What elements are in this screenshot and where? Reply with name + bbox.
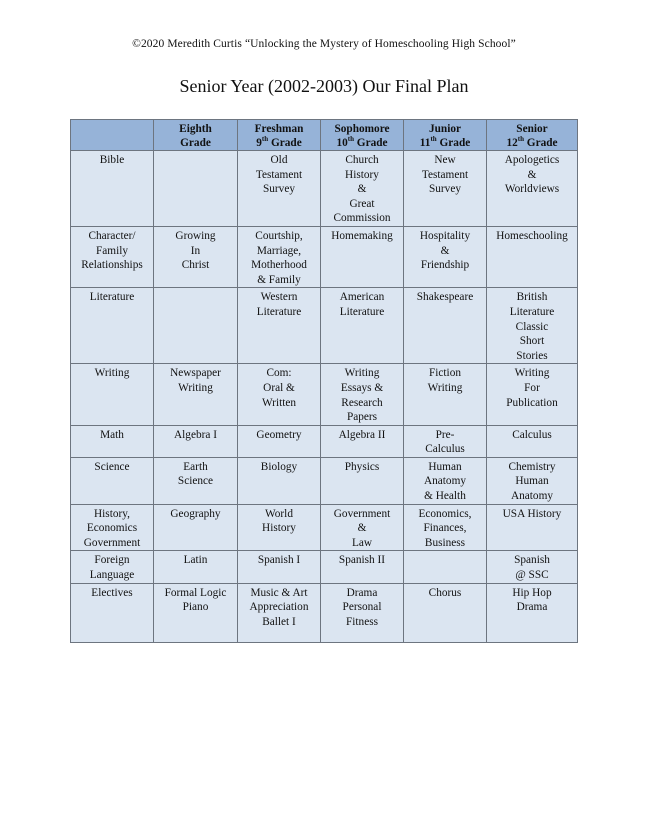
table-cell: Earth Science (154, 457, 238, 504)
table-cell: Spanish I (238, 551, 321, 583)
table-cell (404, 551, 487, 583)
table-row (71, 364, 578, 425)
table-cell: Fiction Writing (404, 364, 487, 425)
header-sup: th (517, 135, 524, 144)
page-header: ©2020 Meredith Curtis “Unlocking the Mystery of Homeschooling High School” (132, 38, 516, 50)
table-row (71, 425, 578, 457)
header-cell-blank (71, 120, 154, 151)
table-cell: New Testament Survey (404, 151, 487, 227)
subject-cell: History, Economics Government (71, 504, 154, 551)
table-row (71, 504, 578, 551)
header-cell-eighth (154, 120, 238, 151)
table-cell: Homeschooling (487, 226, 578, 287)
table-cell: Shakespeare (404, 288, 487, 364)
subject-cell: Bible (71, 151, 154, 227)
header-line2-rest: Grade (353, 137, 388, 149)
header-cell-senior (487, 120, 578, 151)
subject-cell: Literature (71, 288, 154, 364)
header-line2-rest: Grade (436, 137, 471, 149)
header-line2: 9 (256, 137, 262, 149)
table-cell: Latin (154, 551, 238, 583)
table-cell: Algebra I (154, 425, 238, 457)
table-cell: Geography (154, 504, 238, 551)
header-line2: 11 (419, 137, 431, 149)
table-cell: Courtship, Marriage, Motherhood & Family (238, 226, 321, 287)
table-cell: World History (238, 504, 321, 551)
table-row (71, 288, 578, 364)
table-cell (154, 288, 238, 364)
subject-cell: Character/ Family Relationships (71, 226, 154, 287)
page-title: Senior Year (2002-2003) Our Final Plan (179, 76, 469, 96)
table-cell: Human Anatomy & Health (404, 457, 487, 504)
table-cell: Spanish II (321, 551, 404, 583)
table-cell: USA History (487, 504, 578, 551)
header-sup: th (347, 135, 354, 144)
header-cell-sophomore (321, 120, 404, 151)
header-line1: Freshman (254, 123, 304, 135)
table-cell: Com: Oral & Written (238, 364, 321, 425)
subject-cell: Math (71, 425, 154, 457)
table-cell: Growing In Christ (154, 226, 238, 287)
table-cell: Spanish @ SSC (487, 551, 578, 583)
header-line2-rest: Grade (523, 137, 558, 149)
table-row (71, 151, 578, 227)
header-line1: Senior (516, 123, 548, 135)
table-cell: Formal Logic Piano (154, 583, 238, 642)
header-line1: Junior (428, 123, 461, 135)
table-cell: Writing For Publication (487, 364, 578, 425)
table-cell: American Literature (321, 288, 404, 364)
table-cell: Music & Art Appreciation Ballet I (238, 583, 321, 642)
table-cell: Chemistry Human Anatomy (487, 457, 578, 504)
subject-cell: Science (71, 457, 154, 504)
header-sup: th (430, 135, 437, 144)
header-line2: 10 (336, 137, 348, 149)
table-row (71, 457, 578, 504)
header-line1: Eighth (179, 123, 212, 135)
subject-cell: Foreign Language (71, 551, 154, 583)
table-cell (154, 151, 238, 227)
header-line2: 12 (506, 137, 518, 149)
table-cell: Drama Personal Fitness (321, 583, 404, 642)
table-cell: Writing Essays & Research Papers (321, 364, 404, 425)
table-cell: Hospitality & Friendship (404, 226, 487, 287)
table-cell: Biology (238, 457, 321, 504)
table-cell: Physics (321, 457, 404, 504)
table-cell: Old Testament Survey (238, 151, 321, 227)
curriculum-table (70, 119, 578, 643)
table-cell: Economics, Finances, Business (404, 504, 487, 551)
header-cell-freshman (238, 120, 321, 151)
table-row (71, 551, 578, 583)
table-cell: Western Literature (238, 288, 321, 364)
table-cell: Homemaking (321, 226, 404, 287)
header-line2-rest: Grade (268, 137, 302, 149)
subject-cell: Writing (71, 364, 154, 425)
table-cell: Church History & Great Commission (321, 151, 404, 227)
table-cell: Apologetics & Worldviews (487, 151, 578, 227)
table-cell: Newspaper Writing (154, 364, 238, 425)
header-sup: th (261, 135, 269, 144)
table-header-row (71, 120, 578, 151)
table-row (71, 226, 578, 287)
table-cell: Algebra II (321, 425, 404, 457)
header-line1: Sophomore (334, 123, 390, 135)
table-cell: Chorus (404, 583, 487, 642)
table-cell: Calculus (487, 425, 578, 457)
header-line2: Grade (180, 137, 211, 149)
table-cell: Geometry (238, 425, 321, 457)
table-cell: British Literature Classic Short Stories (487, 288, 578, 364)
header-cell-junior (404, 120, 487, 151)
table-cell: Pre- Calculus (404, 425, 487, 457)
subject-cell: Electives (71, 583, 154, 642)
table-row (71, 583, 578, 642)
table-cell: Government & Law (321, 504, 404, 551)
table-cell: Hip Hop Drama (487, 583, 578, 642)
